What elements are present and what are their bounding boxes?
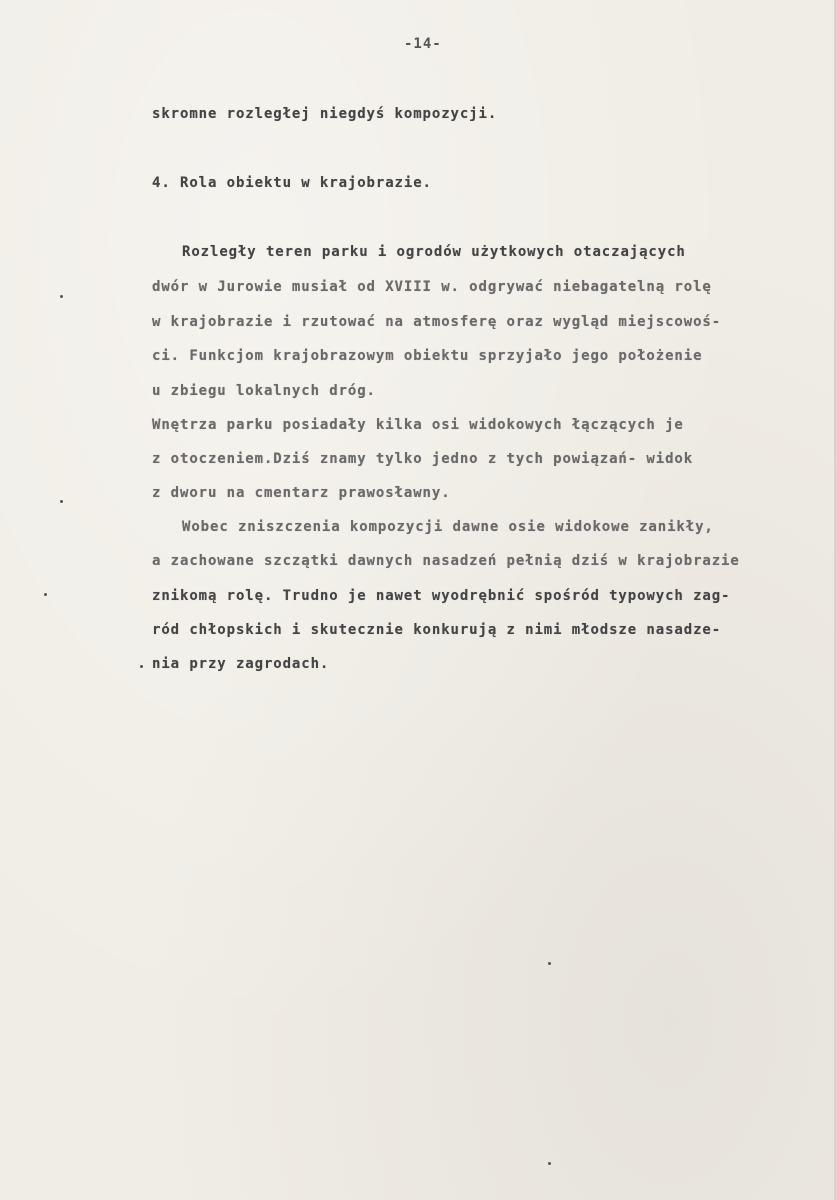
paragraph-line: dwór w Jurowie musiał od XVIII w. odgrywać niebagatelną rolę xyxy=(152,279,712,295)
margin-speck xyxy=(548,962,551,965)
margin-speck xyxy=(140,665,143,668)
paragraph-line: w krajobrazie i rzutować na atmosferę oraz wygląd miejscowoś- xyxy=(152,314,722,330)
margin-speck xyxy=(548,1162,551,1165)
paragraph-line: nia przy zagrodach. xyxy=(152,656,330,672)
paragraph-line: znikomą rolę. Trudno je nawet wyodrębnić spośród typowych zag- xyxy=(152,588,731,604)
page-number: -14- xyxy=(404,36,442,52)
paragraph-line: z otoczeniem.Dziś znamy tylko jedno z tych powiązań- widok xyxy=(152,451,694,467)
paragraph-line: z dworu na cmentarz prawosławny. xyxy=(152,485,451,501)
paragraph-line: ród chłopskich i skutecznie konkurują z nimi młodsze nasadze- xyxy=(152,622,722,638)
section-heading: 4. Rola obiektu w krajobrazie. xyxy=(152,175,432,191)
paragraph-line: Wnętrza parku posiadały kilka osi widokowych łączących je xyxy=(152,417,684,433)
paragraph-line: Wobec zniszczenia kompozycji dawne osie widokowe zanikły, xyxy=(182,519,714,535)
margin-speck xyxy=(60,295,63,298)
paragraph-line: ci. Funkcjom krajobrazowym obiektu sprzyjało jego położenie xyxy=(152,348,703,364)
paragraph-line: u zbiegu lokalnych dróg. xyxy=(152,383,376,399)
paragraph-line: Rozległy teren parku i ogrodów użytkowych otaczających xyxy=(182,244,686,260)
margin-speck xyxy=(44,593,47,596)
text-line-continuation: skromne rozległej niegdyś kompozycji. xyxy=(152,106,498,122)
paragraph-line: a zachowane szczątki dawnych nasadzeń pełnią dziś w krajobrazie xyxy=(152,553,740,569)
margin-speck xyxy=(60,500,63,503)
